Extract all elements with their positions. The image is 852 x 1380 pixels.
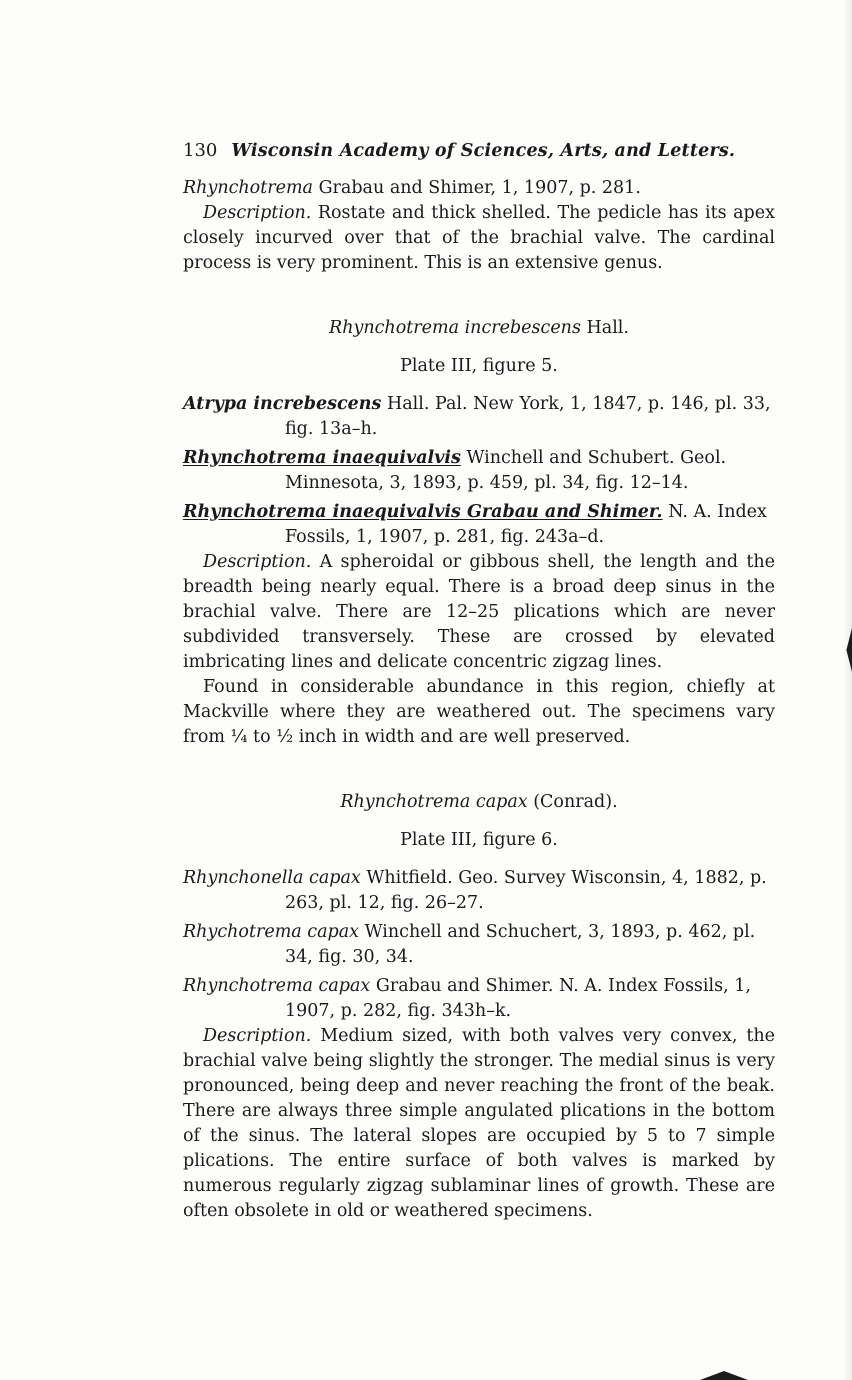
synonym-entry: Rhynchotrema inaequivalvis Grabau and Shimer. N. A. Index Fossils, 1, 1907, p. 281, fig. 243a–d. bbox=[183, 502, 767, 547]
species-heading: Rhynchotrema increbescens Hall. bbox=[329, 318, 629, 338]
synonym-entry: Rhychotrema capax Winchell and Schuchert, 3, 1893, p. 462, pl. 34, fig. 30, 34. bbox=[183, 922, 756, 967]
species-description: Description. A spheroidal or gibbous shell, the length and the breadth being nearly equal. There is a broad deep sinus in the brachial valve. There are 12–25 plications which are never subdivided transversely. These are crossed by elevated imbricating lines and delicate concentric zigzag lines. bbox=[183, 552, 775, 672]
running-title: Wisconsin Academy of Sciences, Arts, and Letters. bbox=[231, 141, 736, 161]
synonym-entry: Rhynchotrema inaequivalvis Winchell and Schubert. Geol. Minnesota, 3, 1893, p. 459, pl. 34, fig. 12–14. bbox=[183, 448, 727, 493]
species-occurrence: Found in considerable abundance in this region, chiefly at Mackville where they are weathered out. The specimens vary from ¼ to ½ inch in width and are well preserved. bbox=[183, 677, 775, 747]
page-number: 130 bbox=[183, 140, 218, 161]
species-heading: Rhynchotrema capax (Conrad). bbox=[340, 792, 618, 812]
plate-reference: Plate III, figure 6. bbox=[400, 830, 558, 850]
page-content bbox=[183, 138, 775, 1224]
synonym-entry: Rhynchonella capax Whitfield. Geo. Survey Wisconsin, 4, 1882, p. 263, pl. 12, fig. 26–27. bbox=[183, 868, 767, 913]
bottom-mark bbox=[700, 1371, 748, 1380]
running-header bbox=[183, 138, 775, 168]
page-edge bbox=[843, 0, 852, 1380]
description-label: Description. bbox=[203, 203, 312, 223]
synonym-entry: Atrypa increbescens Hall. Pal. New York, 1, 1847, p. 146, pl. 33, fig. 13a–h. bbox=[183, 394, 771, 439]
plate-reference: Plate III, figure 5. bbox=[400, 356, 558, 376]
synonym-entry: Rhynchotrema capax Grabau and Shimer. N. A. Index Fossils, 1, 1907, p. 282, fig. 343h–k. bbox=[183, 976, 751, 1021]
genus-citation: Rhynchotrema Grabau and Shimer, 1, 1907, p. 281. bbox=[183, 178, 641, 198]
genus-description: Description. Rostate and thick shelled. The pedicle has its apex closely incurved over that of the brachial valve. The cardinal process is very prominent. This is an extensive genus. bbox=[183, 203, 775, 273]
genus-name: Rhynchotrema bbox=[183, 178, 313, 198]
species-description: Description. Medium sized, with both valves very convex, the brachial valve being slightly the stronger. The medial sinus is very pronounced, being deep and never reaching the front of the beak. There are always three simple angulated plications in the bottom of the sinus. The lateral slopes are occupied by 5 to 7 simple plications. The entire surface of both valves is marked by numerous regularly zigzag sublaminar lines of growth. These are often obsolete in old or weathered specimens. bbox=[183, 1026, 775, 1221]
